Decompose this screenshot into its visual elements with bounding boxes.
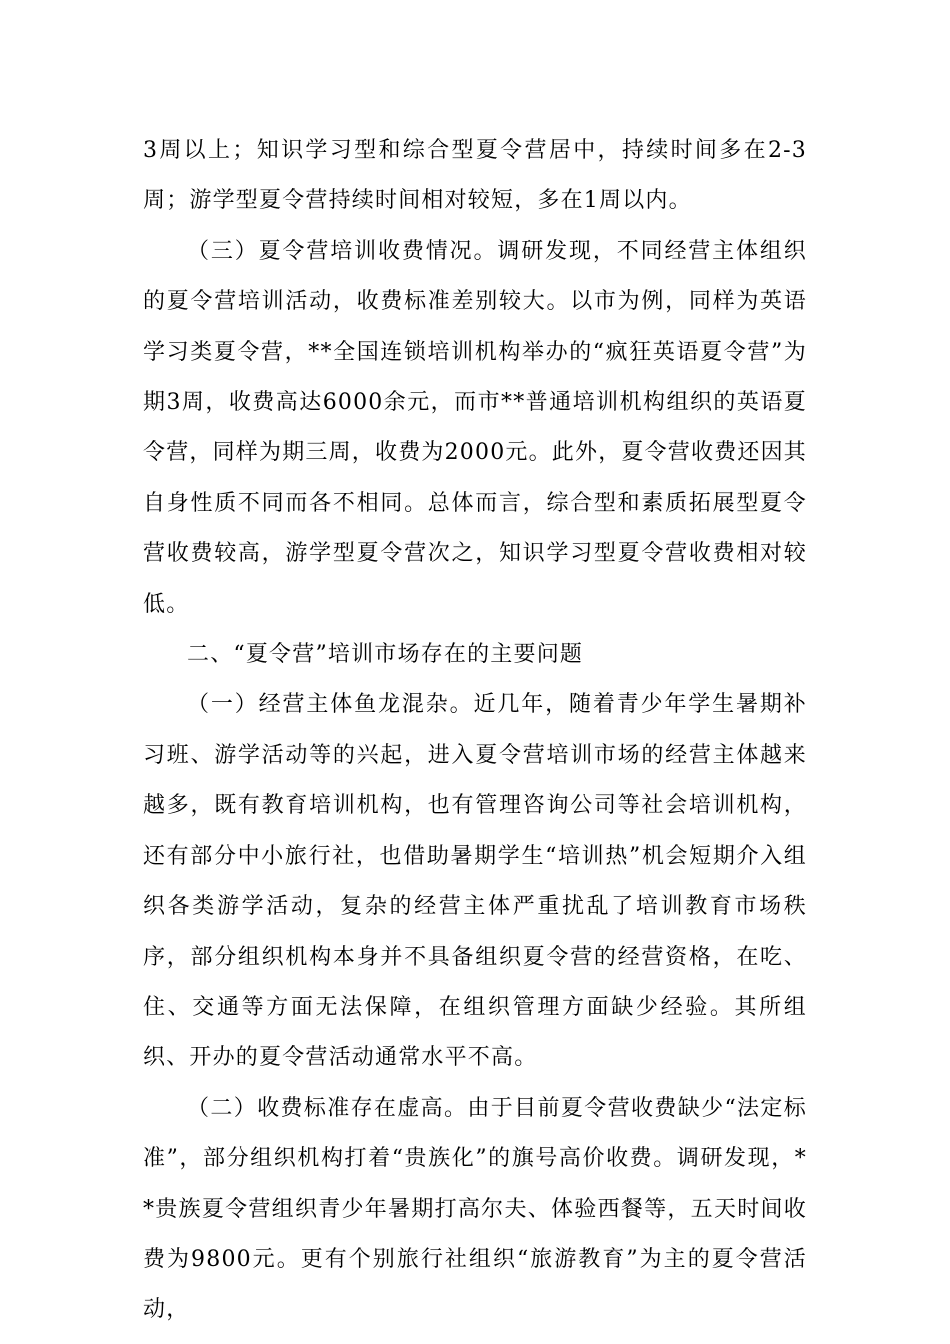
paragraph-camp-duration: 3周以上；知识学习型和综合型夏令营居中，持续时间多在2-3周；游学型夏令营持续时间相对较短，多在1周以内。	[143, 138, 807, 214]
paragraph-mixed-operators: （一）经营主体鱼龙混杂。近几年，随着青少年学生暑期补习班、游学活动等的兴起，进入夏令营培训市场的经营主体越来越多，既有教育培训机构，也有管理咨询公司等社会培训机构，还有部分中小旅行社，也借助暑期学生“培训热”机会短期介入组织各类游学活动，复杂的经营主体严重扰乱了培训教育市场秩序，部分组织机构本身并不具备组织夏令营的经营资格，在吃、住、交通等方面无法保障，在组织管理方面缺少经验。其所组织、开办的夏令营活动通常水平不高。	[143, 692, 807, 1071]
paragraph-inflated-fees: （二）收费标准存在虚高。由于目前夏令营收费缺少“法定标准”，部分组织机构打着“贵族化”的旗号高价收费。调研发现，**贵族夏令营组织青少年暑期打高尔夫、体验西餐等，五天时间收费为9800元。更有个别旅行社组织“旅游教育”为主的夏令营活动，	[143, 1095, 807, 1323]
section-heading-main-problems: 二、“夏令营”培训市场存在的主要问题	[187, 642, 584, 668]
document-page	[143, 126, 807, 1336]
paragraph-fee-situation: （三）夏令营培训收费情况。调研发现，不同经营主体组织的夏令营培训活动，收费标准差别较大。以市为例，同样为英语学习类夏令营，**全国连锁培训机构举办的“疯狂英语夏令营”为期3周，收费高达6000余元，而市**普通培训机构组织的英语夏令营，同样为期三周，收费为2000元。此外，夏令营收费还因其自身性质不同而各不相同。总体而言，综合型和素质拓展型夏令营收费较高，游学型夏令营次之，知识学习型夏令营收费相对较低。	[143, 238, 807, 617]
